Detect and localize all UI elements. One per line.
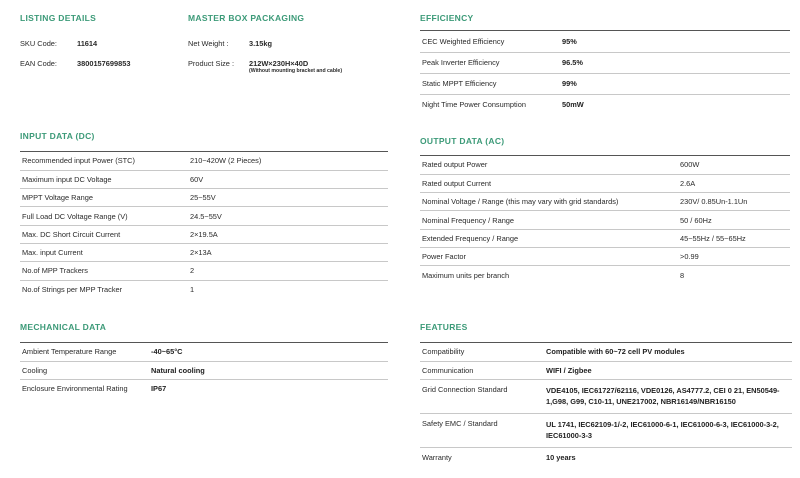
listing-details-section (20, 13, 170, 23)
table-row-value: UL 1741, IEC62109-1/-2, IEC61000-6-1, IEC61000-6-3, IEC61000-3-2, IEC61000-3-3 (544, 413, 792, 447)
net-weight-value: 3.15kg (249, 39, 273, 48)
output-ac-section (420, 136, 790, 284)
table-row-value: 50mW (562, 100, 584, 110)
table-row-label: Recommended input Power (STC) (20, 152, 188, 170)
table-row-label: CEC Weighted Efficiency (420, 31, 560, 52)
master-box-section (188, 13, 388, 23)
table-row-label: Static MPPT Efficiency (420, 73, 560, 94)
listing-details-heading: LISTING DETAILS (20, 13, 97, 23)
table-row-label: Warranty (422, 452, 452, 462)
mechanical-heading: MECHANICAL DATA (20, 322, 107, 332)
table-row-value: 600W (678, 156, 790, 174)
table-row-value: VDE4105, IEC61727/62116, VDE0126, AS4777.2, CEI 0 21, EN50549-1,G98, G99, C10-11, UNE217002, NBR16149/NBR16150 (544, 379, 792, 413)
table-row-value: 95% (560, 31, 790, 52)
table-row-value: 25~55V (188, 189, 388, 207)
table-row-label: Maximum input DC Voltage (20, 170, 188, 188)
features-heading: FEATURES (420, 322, 468, 332)
table-row-label: Cooling (20, 361, 149, 379)
table-row-value: -40~65°C (149, 343, 388, 361)
table-row-value: 2.6A (678, 174, 790, 192)
sku-label: SKU Code: (20, 39, 57, 48)
table-row-value: 50 / 60Hz (678, 211, 790, 229)
table-row-label: Grid Connection Standard (420, 379, 544, 413)
table-row-value: Natural cooling (149, 361, 388, 379)
table-row-label: Full Load DC Voltage Range (V) (20, 207, 188, 225)
table-row-value: 8 (680, 270, 685, 280)
table-row-label: Max. input Current (20, 243, 188, 261)
table-row-label: No.of MPP Trackers (20, 262, 188, 280)
input-dc-table (20, 152, 388, 298)
table-row-label: Safety EMC / Standard (420, 413, 544, 447)
net-weight-row (188, 39, 388, 49)
table-row-label: Compatibility (420, 343, 544, 361)
ean-row (20, 59, 170, 69)
table-row-value: 2×19.5A (188, 225, 388, 243)
table-row-value: IP67 (151, 383, 167, 393)
ean-label: EAN Code: (20, 59, 57, 68)
master-box-heading: MASTER BOX PACKAGING (188, 13, 305, 23)
sku-row (20, 39, 170, 49)
output-ac-table (420, 156, 790, 284)
table-row-value: Compatible with 60~72 cell PV modules (544, 343, 792, 361)
input-dc-heading: INPUT DATA (DC) (20, 131, 95, 141)
features-table (420, 343, 792, 467)
table-row-value: 230V/ 0.85Un-1.1Un (678, 193, 790, 211)
mechanical-section (20, 322, 388, 397)
table-row-value: 10 years (546, 452, 576, 462)
table-row-label: Communication (420, 361, 544, 379)
table-row-value: 210~420W (2 Pieces) (188, 152, 388, 170)
mechanical-table (20, 343, 388, 397)
output-ac-heading: OUTPUT DATA (AC) (420, 136, 505, 146)
efficiency-heading: EFFICIENCY (420, 13, 474, 23)
table-row-value: 99% (560, 73, 790, 94)
table-row-value: 96.5% (560, 52, 790, 73)
table-row-label: Rated output Power (420, 156, 678, 174)
product-size-label: Product Size : (188, 59, 235, 68)
table-row-value: WIFI / Zigbee (544, 361, 792, 379)
input-dc-section (20, 131, 388, 298)
table-row-value: 24.5~55V (188, 207, 388, 225)
table-row-value: 60V (188, 170, 388, 188)
features-section (420, 322, 792, 467)
table-row-label: Power Factor (420, 247, 678, 265)
table-row-label: Ambient Temperature Range (20, 343, 149, 361)
efficiency-table (420, 31, 790, 115)
product-size-value: 212W×230H×40D (249, 59, 309, 68)
table-row-label: Peak Inverter Efficiency (420, 52, 560, 73)
table-row-value: 1 (190, 284, 195, 294)
table-row-label: No.of Strings per MPP Tracker (22, 284, 123, 294)
table-row-label: Nominal Voltage / Range (this may vary with grid standards) (420, 193, 678, 211)
product-size-note: (Without mounting bracket and cable) (249, 68, 343, 74)
table-row-label: Nominal Frequency / Range (420, 211, 678, 229)
sku-value: 11614 (77, 39, 98, 48)
table-row-label: Extended Frequency / Range (420, 229, 678, 247)
ean-value: 3800157699853 (77, 59, 131, 68)
product-size-row (188, 59, 388, 77)
table-row-label: MPPT Voltage Range (20, 189, 188, 207)
efficiency-section (420, 13, 790, 115)
table-row-label: Rated output Current (420, 174, 678, 192)
table-row-label: Enclosure Environmental Rating (22, 383, 128, 393)
table-row-value: >0.99 (678, 247, 790, 265)
table-row-value: 2×13A (188, 243, 388, 261)
net-weight-label: Net Weight : (188, 39, 229, 48)
table-row-value: 2 (188, 262, 388, 280)
table-row-label: Night Time Power Consumption (422, 100, 526, 110)
table-row-label: Max. DC Short Circuit Current (20, 225, 188, 243)
table-row-label: Maximum units per branch (422, 270, 510, 280)
table-row-value: 45~55Hz / 55~65Hz (678, 229, 790, 247)
